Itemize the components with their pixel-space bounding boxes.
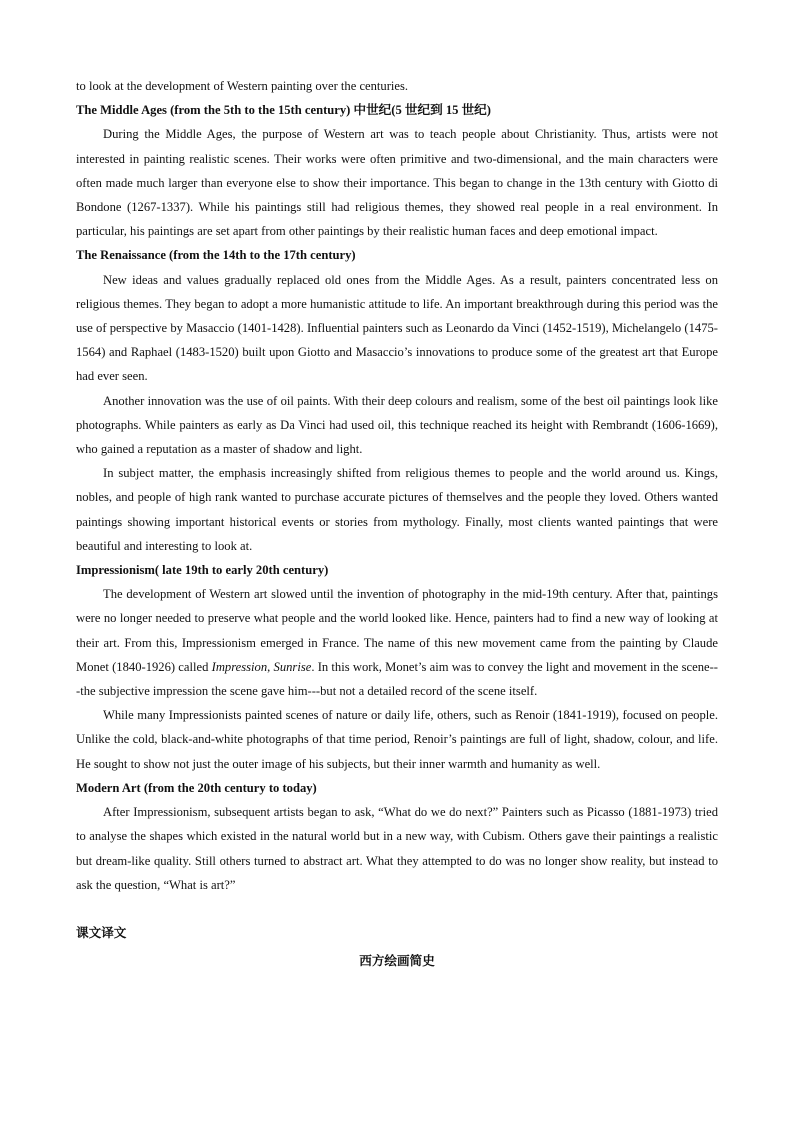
paragraph-renaissance-2: Another innovation was the use of oil paints. With their deep colours and realism, some of the best oil paintings look like photographs. While painters as early as Da Vinci had used oil, this technique reached its height with Rembrandt (1606-1669), who gained a reputation as a master of shadow and light. bbox=[76, 393, 718, 457]
paragraph-middle-ages: During the Middle Ages, the purpose of Western art was to teach people about Christianity. Thus, artists were not interested in painting realistic scenes. Their works were often primitive and two-dimensional, and the main characters were often made much larger than everyone else to show their importance. This began to change in the 13th century with Giotto di Bondone (1267-1337). While his paintings still had religious themes, they showed real people in a real environment. In particular, his paintings are set apart from other paintings by their realistic human faces and deep emotional impact. bbox=[76, 127, 718, 239]
paragraph-renaissance-3: In subject matter, the emphasis increasingly shifted from religious themes to people and the world around us. Kings, nobles, and people of high rank wanted to purchase accurate pictures of themselves and the people they loved. Others wanted paintings showing important historical events or stories from mythology. Finally, most clients wanted paintings that were beautiful and interesting to look at. bbox=[76, 466, 718, 553]
impressionism-text-b: . In this work, Monet’s aim was to convey the light and movement in the scene---the subjective impression the scene gave him---but not a detailed record of the scene itself. bbox=[76, 659, 718, 699]
paragraph-impressionism-1 bbox=[76, 582, 718, 703]
artwork-title-sunrise: Sunrise bbox=[273, 659, 312, 674]
artwork-title-separator: , bbox=[267, 659, 274, 674]
heading-middle-ages: The Middle Ages (from the 5th to the 15th century) 中世纪(5 世纪到 15 世纪) bbox=[76, 103, 491, 118]
heading-impressionism: Impressionism( late 19th to early 20th century) bbox=[76, 563, 329, 578]
heading-modern-art: Modern Art (from the 20th century to today) bbox=[76, 780, 317, 795]
translation-heading: 课文译文 bbox=[76, 924, 127, 940]
impressionism-text-a: The development of Western art slowed until the invention of photography in the mid-19th century. After that, paintings were no longer needed to preserve what people and the world looked like. Hence, painters had to find a new way of looking at their art. From this, Impressionism emerged in France. The name of this new movement came from the painting by Claude Monet (1840-1926) called bbox=[76, 587, 718, 674]
document-page bbox=[76, 74, 718, 973]
paragraph-renaissance-1: New ideas and values gradually replaced old ones from the Middle Ages. As a result, painters concentrated less on religious themes. They began to adopt a more humanistic attitude to life. An important breakthrough during this period was the use of perspective by Masaccio (1401-1428). Influential painters such as Leonardo da Vinci (1452-1519), Michelangelo (1475-1564) and Raphael (1483-1520) built upon Giotto and Masaccio’s innovations to produce some of the greatest art that Europe had ever seen. bbox=[76, 272, 718, 384]
artwork-title-impression: Impression bbox=[211, 659, 268, 674]
heading-renaissance: The Renaissance (from the 14th to the 17th century) bbox=[76, 248, 356, 263]
paragraph-modern-art: After Impressionism, subsequent artists began to ask, “What do we do next?” Painters such as Picasso (1881-1973) tried to analyse the shapes which existed in the natural world but in a new way, with Cubism. Others gave their paintings a realistic but dream-like quality. Still others turned to abstract art. What they attempted to do was no longer show reality, but instead to ask the question, “What is art?” bbox=[76, 805, 718, 892]
intro-tail: to look at the development of Western painting over the centuries. bbox=[76, 79, 409, 93]
paragraph-impressionism-2: While many Impressionists painted scenes of nature or daily life, others, such as Renoir (1841-1919), focused on people. Unlike the cold, black-and-white photographs of that time period, Renoir’s paintings are full of light, shadow, colour, and life. He sought to show not just the outer image of his subjects, but their inner warmth and humanity as well. bbox=[76, 708, 718, 771]
translation-title: 西方绘画简史 bbox=[359, 953, 435, 969]
